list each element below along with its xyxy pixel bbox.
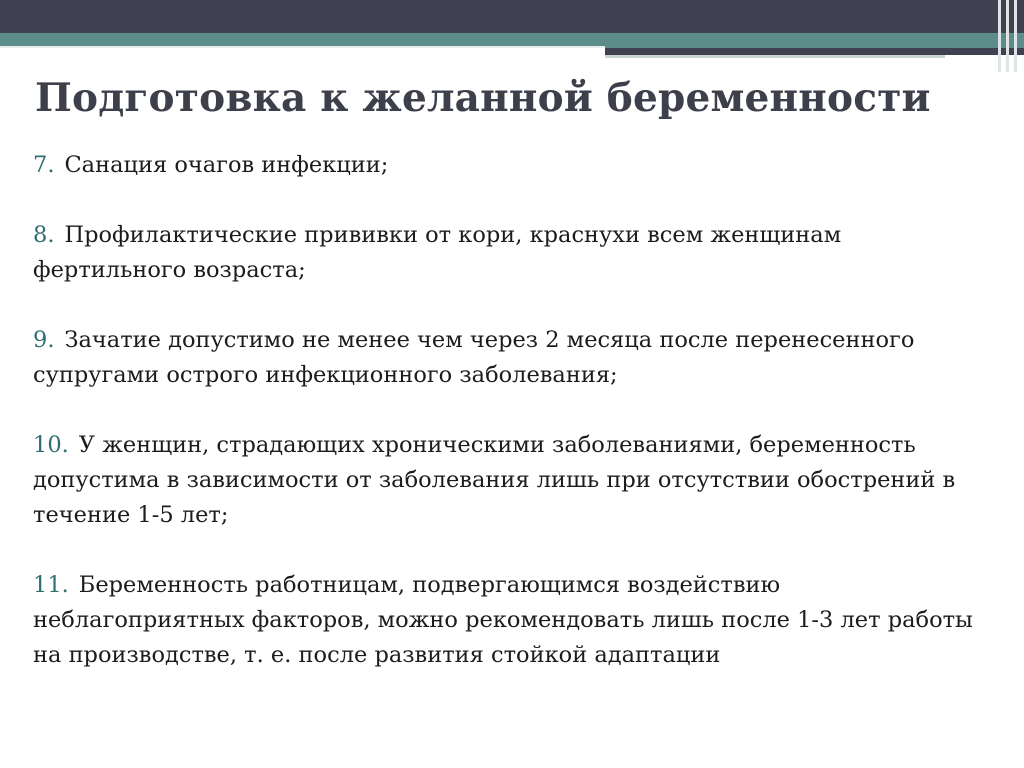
item-text: Санация очагов инфекции; <box>64 152 389 178</box>
item-text: Зачатие допустимо не менее чем через 2 месяца после перенесенного супругами острого инфекционного заболевания; <box>33 327 915 388</box>
stripe <box>998 0 1001 72</box>
stripe <box>1006 0 1009 72</box>
item-number: 10. <box>33 432 69 458</box>
list-item-11 <box>33 568 993 673</box>
item-text: Профилактические прививки от кори, краснухи всем женщинам фертильного возраста; <box>33 222 842 283</box>
list-item-7 <box>33 148 993 183</box>
item-number: 9. <box>33 327 55 353</box>
list-item-10 <box>33 428 993 533</box>
header-stripes-decoration <box>998 0 1024 72</box>
list-item-9 <box>33 323 993 393</box>
item-text: Беременность работницам, подвергающимся воздействию неблагоприятных факторов, можно рекомендовать лишь после 1-3 лет работы на производстве, т. е. после развития стойкой адаптации <box>33 572 973 668</box>
item-number: 8. <box>33 222 55 248</box>
item-text: У женщин, страдающих хроническими заболеваниями, беременность допустима в зависимости от заболевания лишь при отсутствии обострений в течение 1-5 лет; <box>33 432 956 528</box>
header-accent-bar <box>605 48 1024 55</box>
header-highlight-line <box>0 46 605 48</box>
list-item-8 <box>33 218 993 288</box>
item-number: 11. <box>33 572 69 598</box>
slide-title: Подготовка к желанной беременности <box>35 75 931 121</box>
slide-content <box>33 148 993 708</box>
header-bar-dark <box>0 0 1024 33</box>
header-accent-line <box>605 55 945 58</box>
stripe <box>1014 0 1017 72</box>
item-number: 7. <box>33 152 55 178</box>
